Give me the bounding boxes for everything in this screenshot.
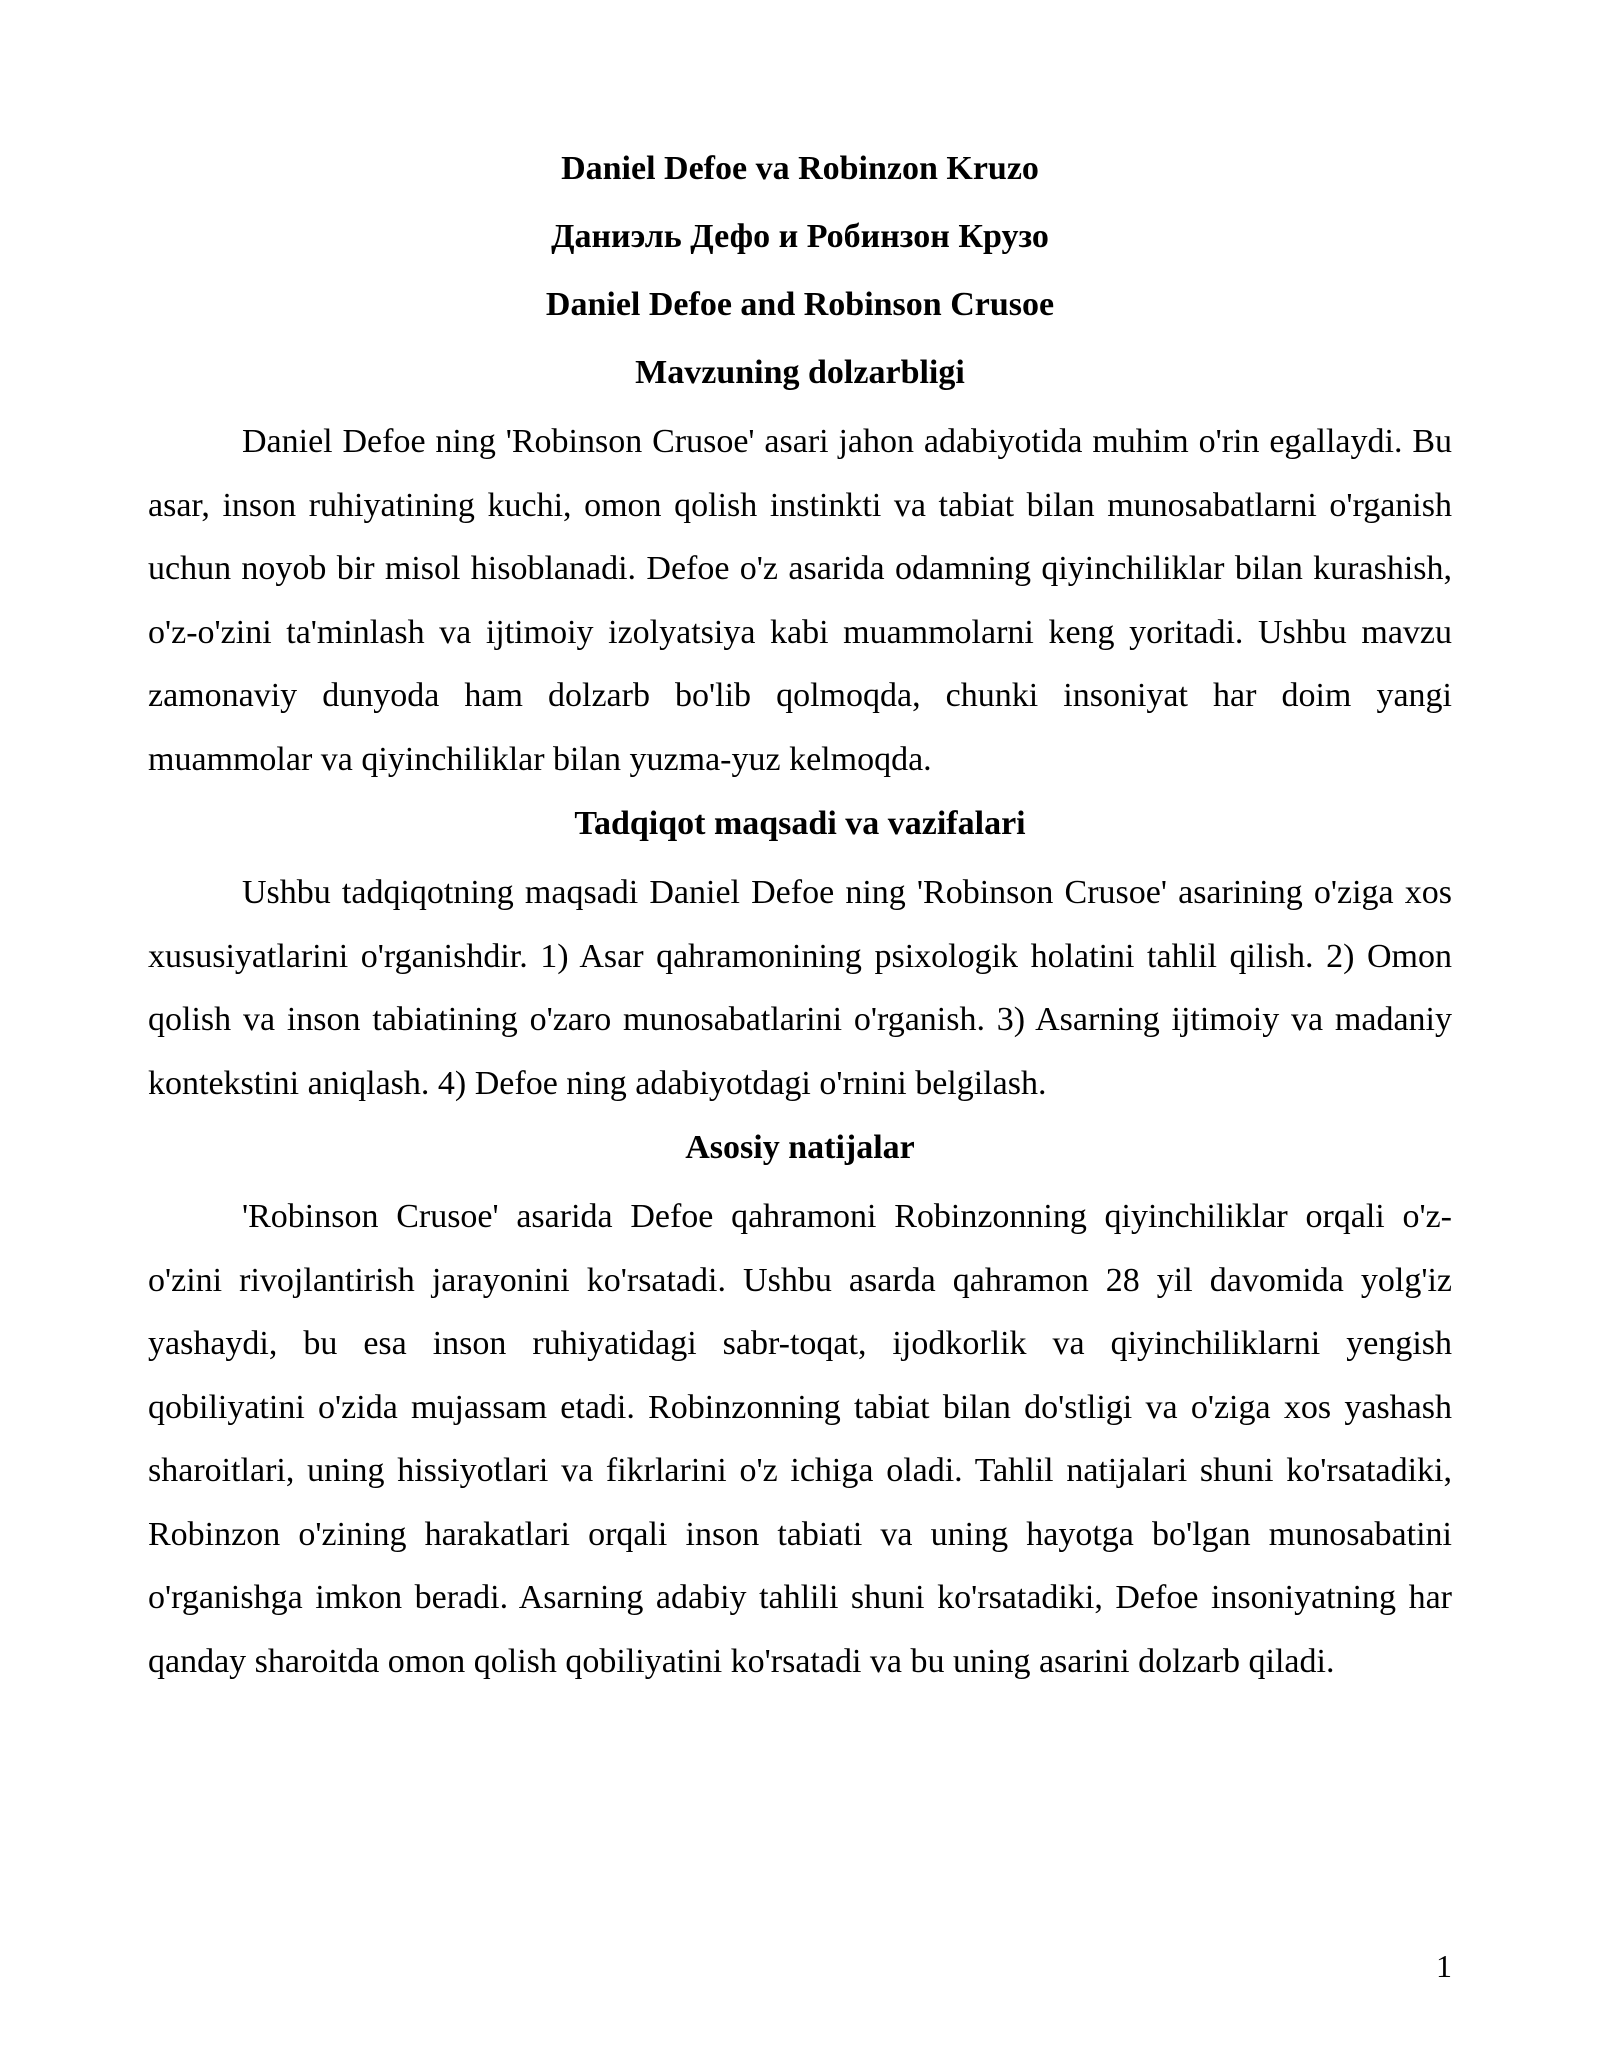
title-english: Daniel Defoe and Robinson Crusoe xyxy=(545,286,1055,323)
section-paragraph-results: 'Robinson Crusoe' asarida Defoe qahramoni Robinzonning qiyinchiliklar orqali o'z-o'zini rivojlantirish jarayonini ko'rsatadi. Ushbu asarda qahramon 28 yil davomida yolg'iz yashaydi, bu esa inson ruhiyatidagi sabr-toqat, ijodkorlik va qiyinchiliklarni yengish qobiliyatini o'zida mujassam etadi. Robinzonning tabiat bilan do'stligi va o'ziga xos yashash sharoitlari, uning hissiyotlari va fikrlarini o'z ichiga oladi. Tahlil natijalari shuni ko'rsatadiki, Robinzon o'zining harakatlari orqali inson tabiati va uning hayotga bo'lgan munosabatini o'rganishga imkon beradi. Asarning adabiy tahlili shuni ko'rsatadiki, Defoe insoniyatning har qanday sharoitda omon qolish qobiliyatini ko'rsatadi va bu uning asarini dolzarb qiladi. xyxy=(148,1198,1452,1680)
section-heading-results: Asosiy natijalar xyxy=(685,1129,915,1166)
page-number: 1 xyxy=(1436,1948,1452,1984)
section-paragraph-relevance: Daniel Defoe ning 'Robinson Crusoe' asari jahon adabiyotida muhim o'rin egallaydi. Bu asar, inson ruhiyatining kuchi, omon qolish instinkti va tabiat bilan munosabatlarni o'rganish uchun noyob bir misol hisoblanadi. Defoe o'z asarida odamning qiyinchiliklar bilan kurashish, o'z-o'zini ta'minlash va ijtimoiy izolyatsiya kabi muammolarni keng yoritadi. Ushbu mavzu zamonaviy dunyoda ham dolzarb bo'lib qolmoqda, chunki insoniyat har doim yangi muammolar va qiyinchiliklar bilan yuzma-yuz kelmoqda. xyxy=(148,423,1452,778)
title-russian: Даниэль Дефо и Робинзон Крузо xyxy=(551,218,1049,255)
document-page xyxy=(148,146,1452,1703)
section-heading-relevance: Mavzuning dolzarbligi xyxy=(635,354,965,391)
section-heading-goals: Tadqiqot maqsadi va vazifalari xyxy=(574,805,1026,842)
title-uzbek: Daniel Defoe va Robinzon Kruzo xyxy=(561,150,1039,187)
section-paragraph-goals: Ushbu tadqiqotning maqsadi Daniel Defoe ning 'Robinson Crusoe' asarining o'ziga xos xususiyatlarini o'rganishdir. 1) Asar qahramonining psixologik holatini tahlil qilish. 2) Omon qolish va inson tabiatining o'zaro munosabatlarini o'rganish. 3) Asarning ijtimoiy va madaniy kontekstini aniqlash. 4) Defoe ning adabiyotdagi o'rnini belgilash. xyxy=(148,874,1452,1102)
